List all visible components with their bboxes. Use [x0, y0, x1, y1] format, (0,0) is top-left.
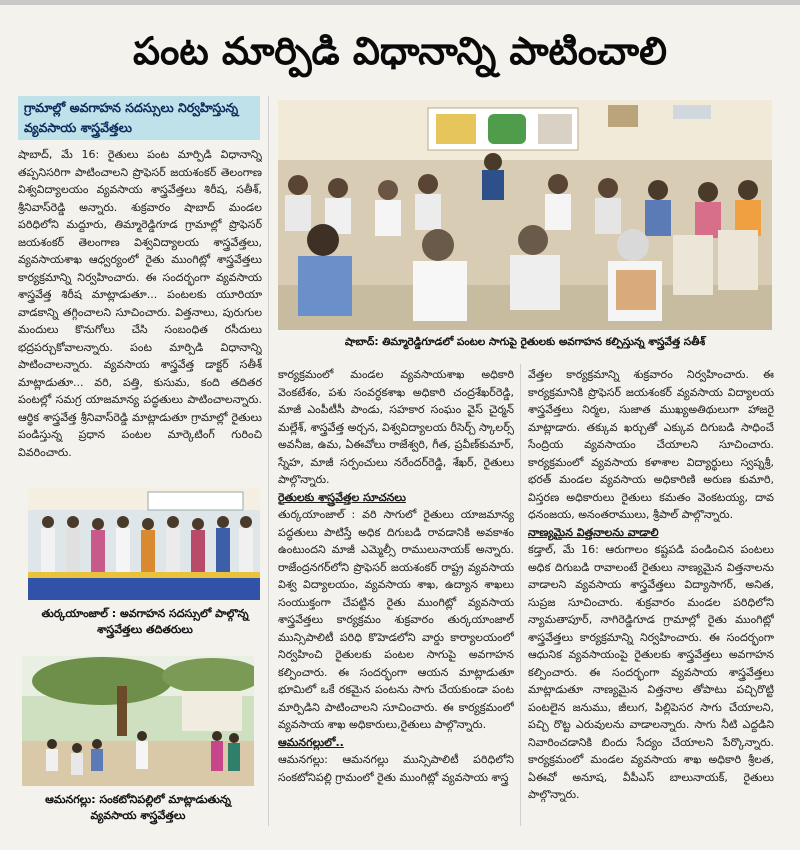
photo-3	[22, 656, 254, 786]
column-2-intro: కార్యక్రమంలో మండల వ్యవసాయశాఖ అధికారి వెంకటేశం, పశు సంవర్ధకశాఖ అధికారి చంద్రశేఖర్‌రెడ్డి, మాజీ ఎంపీటీసీ పాండు, సహకార సంఘం వైస్ చైర్మన్ మల్లేశ్, శాస్త్రవేత్త అర్చన, విశ్వవిద్యాలయ రీసెర్చ్ స్కాలర్స్ అవనీజ, ఉమ, ఏఈవోలు రాజేశ్వరి, గీత, ప్రవీణ్‌కుమార్, స్నేహ, మాజీ సర్పంచులు నరేందర్‌రెడ్డి, శేఖర్, రైతులు పాల్గొన్నారు.	[278, 368, 514, 486]
section-1-title: రైతులకు శాస్త్రవేత్తల సూచనలు	[278, 490, 406, 504]
outdoor-meeting-photo	[22, 656, 254, 786]
column-divider-2	[520, 364, 521, 826]
photo-2	[28, 488, 260, 600]
section-2-title: ఆమనగల్లులో..	[278, 735, 344, 749]
column-3-section-text: కడ్తాల్, మే 16: ఆరుగాలం కష్టపడి పండించిన పంటలు అధిక దిగుబడి రావాలంటే రైతులు నాణ్యమైన విత్తనాలను వాడాలని వ్యవసాయ శాస్త్రవేత్తలు విద్యాసాగర్, అనిత, సుప్రజ సూచించారు. శుక్రవారం మండల పరిధిలోని న్యామతాపూర్, నాగిరెడ్డిగూడ గ్రామాల్లో రైతు ముంగిట్లో శాస్త్రవేత్తలు కార్యక్రమాన్ని నిర్వహించారు. ఈ సందర్భంగా ఆధునిక వ్యవసాయంపై రైతులకు శాస్త్రవేత్తలు అవగాహన కల్పించారు. ఈ సందర్భంగా వ్యవసాయ శాస్త్రవేత్తలు మాట్లాడుతూ నాణ్యమైన విత్తనాల తోపాటు పచ్చిరొట్టి పంటలైన జనుము, జీలుగ, పిల్లిపెసర సాగు చేయాలని, పచ్చి రొట్ట ఎరువులను వాడాలన్నారు. సాగు నీటి ఎద్దడిని నివారించడానికి బిందు సేద్యం చేయాలని పేర్కొన్నారు. కార్యక్రమంలో మండల వ్యవసాయ శాఖ అధికారి శ్రీలత, ఏఈవో అనూష, వీపీఎస్ బాలునాయక్, రైతులు పాల్గొన్నారు.	[528, 543, 774, 801]
column-1-text	[18, 146, 262, 476]
column-divider-1	[268, 96, 269, 826]
group-photo	[28, 488, 260, 600]
headline: పంట మార్పిడి విధానాన్ని పాటించాలి	[133, 28, 667, 73]
meeting-hall-photo	[278, 100, 772, 330]
column-1-paragraph: షాబాద్, మే 16: రైతులు పంట మార్పిడి విధానాన్ని తప్పనిసరిగా పాటించాలని ప్రొఫెసర్ జయశంకర్ తెలంగాణ విశ్వవిద్యాలయం వ్యవసాయ శాస్త్రవేత్తలు శిరీష, సతీశ్, శ్రీనివాస్‌రెడ్డి అన్నారు. శుక్రవారం షాబాద్ మండల పరిధిలోని మద్దూరు, తిమ్మారెడ్డిగూడ గ్రామాల్లో ప్రొఫెసర్ జయశంకర్ తెలంగాణ విశ్వవిద్యాలయ శాస్త్రవేత్తలు, వ్యవసాయశాఖ ఆధ్వర్యంలో రైతు ముంగిట్లో శాస్త్రవేత్తలు కార్యక్రమాన్ని నిర్వహించారు. ఈ సందర్భంగా వ్యవసాయ శాస్త్రవేత్త శిరీష మాట్లాడుతూ... పంటలకు యూరియా వాడకాన్ని తగ్గించాలని సూచించారు. విత్తనాలు, పురుగుల మందులు కొనుగోలు చేసి సంబంధిత రసీదులు భద్రపర్చుకోవాలన్నారు. పంట మార్పిడి విధానాన్ని పాటించాలన్నారు. వ్యవసాయ శాస్త్రవేత్త డాక్టర్ సతీశ్ మాట్లాడుతూ... వరి, పత్తి, కుసుమ, కంది తదితర పంటల్లో సమగ్ర యాజమాన్య పద్ధతులు పాటించాలన్నారు. ఆర్థిక శాస్త్రవేత్త శ్రీనివాస్‌రెడ్డి మాట్లాడుతూ గ్రామాల్లో రైతులు పండిస్తున్న ప్రధాన పంటల మార్కెటింగ్ గురించి వివరించారు.	[18, 148, 262, 459]
main-photo	[278, 100, 772, 330]
column-3-intro: వేత్తల కార్యక్రమాన్ని శుక్రవారం నిర్వహించారు. ఈ కార్యక్రమానికి ప్రొఫెసర్ జయశంకర్ వ్యవసాయ విద్యాలయ శాస్త్రవేత్తలు నిర్మల, సుజాత ముఖ్యఅతిథులుగా హాజరై మాట్లాడారు. తక్కువ ఖర్చుతో ఎక్కువ దిగుబడి సాధించే సేంద్రియ వ్యవసాయం చేయాలని సూచించారు. కార్యక్రమంలో వ్యవసాయ కళాశాల విద్యార్థులు స్వప్నశ్రీ, భరత్ మండల వ్యవసాయ అధికారిణి అరుణ కుమారి, విస్తరణ అధికారులు రైతులు కమతం వెంకటయ్య, దావ ధనంజయ, అనంతరాములు, శ్రీపాల్ పాల్గొన్నారు.	[528, 368, 774, 521]
main-photo-caption: షాబాద్: తిమ్మారెడ్డిగూడలో పంటల సాగుపై రైతులకు అవగాహన కల్పిస్తున్న శాస్త్రవేత్త సతీశ్	[344, 336, 706, 348]
column-2-text	[278, 366, 514, 826]
section-1-text: తుర్కయాంజాల్ : వరి సాగులో రైతులు యాజమాన్య పద్ధతులు పాటిస్తే అధిక దిగుబడి రావడానికి అవకాశం ఉంటుందని మాజీ ఎమ్మెల్సీ రాములునాయక్ అన్నారు. రాజేంద్రనగర్‌లోని ప్రొఫెసర్ జయశంకర్ రాష్ట్ర వ్యవసాయ విశ్వ విద్యాలయం, వ్యవసాయ శాఖ, ఉద్యాన శాఖలు సంయుక్తంగా చేపట్టిన రైతు ముంగిట్లో వ్యవసాయ శాస్త్రవేత్తలు కార్యక్రమం శుక్రవారం తుర్కయాంజాల్ మున్సిపాలిటీ పరిధి కొహెడలోని వార్డు కార్యాలయంలో నిర్వహించి రైతులకు పంటల సాగుపై అవగాహన కల్పించారు. ఈ సందర్భంగా ఆయన మాట్లాడుతూ భూమిలో ఒకే రకమైన పంటను సాగు చేయకుండా పంట మార్పిడిని పాటించాలని సూచించారు. ఈ కార్యక్రమంలో వ్యవసాయ శాఖ అధికారులు,రైతులు పాల్గొన్నారు.	[278, 508, 514, 731]
top-border	[0, 0, 800, 5]
section-2-text: ఆమనగల్లు: ఆమనగల్లు మున్సిపాలిటీ పరిధిలోని సంకటోనిపల్లి గ్రామంలో రైతు ముంగిట్లో వ్యవసాయ శాస్త్ర	[278, 753, 514, 784]
column-3-section-title: నాణ్యమైన విత్తనాలను వాడాలి	[528, 525, 659, 539]
column-3-text	[528, 366, 774, 826]
photo-2-caption: తుర్కయాంజాల్ : అవగాహన సదస్సులో పాల్గొన్న శాస్త్రవేత్తలు తదితరులు	[41, 607, 249, 636]
subheadline: గ్రామాల్లో అవగాహన సదస్సులు నిర్వహిస్తున్న వ్యవసాయ శాస్త్రవేత్తలు	[18, 96, 260, 140]
photo-3-caption: ఆమనగల్లు: సంకటోనిపల్లిలో మాట్లాడుతున్న వ్యవసాయ శాస్త్రవేత్తలు	[45, 793, 231, 822]
